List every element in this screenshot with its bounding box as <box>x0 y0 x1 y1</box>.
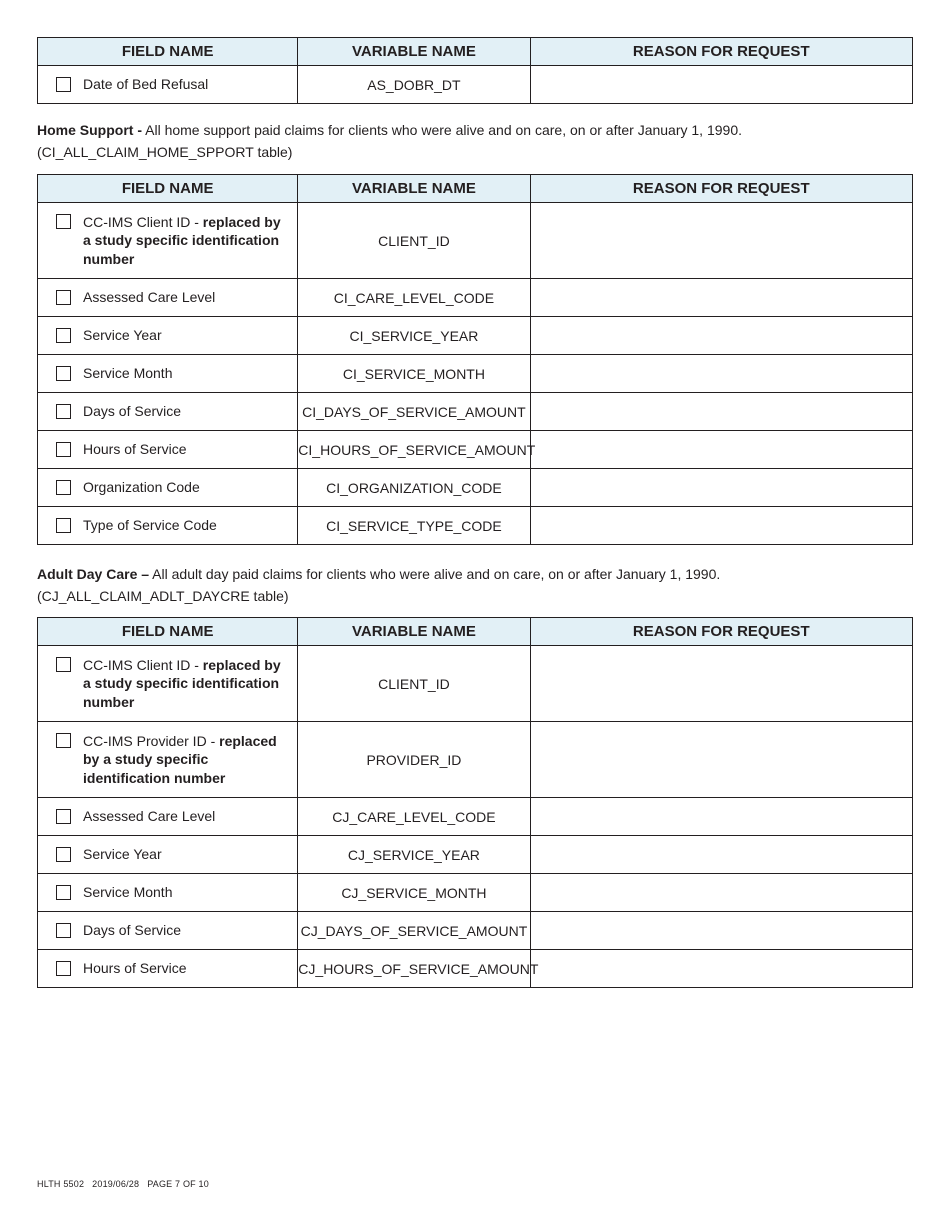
field-label: Organization Code <box>83 479 200 496</box>
variable-name: PROVIDER_ID <box>298 722 530 798</box>
reason-input[interactable] <box>530 469 912 507</box>
select-checkbox[interactable] <box>56 657 71 672</box>
field-label: Assessed Care Level <box>83 808 216 825</box>
reason-input[interactable] <box>530 646 912 722</box>
variable-name: CJ_SERVICE_MONTH <box>298 874 530 912</box>
table-row <box>38 874 913 912</box>
variable-name: CI_SERVICE_YEAR <box>298 317 530 355</box>
variable-name: CI_DAYS_OF_SERVICE_AMOUNT <box>298 393 530 431</box>
table-row <box>38 66 913 104</box>
section-desc: All adult day paid claims for clients who were alive and on care, on or after January 1, 1990. <box>152 566 721 582</box>
select-checkbox[interactable] <box>56 214 71 229</box>
home-support-description <box>37 119 913 163</box>
table-row <box>38 836 913 874</box>
field-name-header: FIELD NAME <box>38 38 298 66</box>
variable-name: CJ_DAYS_OF_SERVICE_AMOUNT <box>298 912 530 950</box>
field-label: Assessed Care Level <box>83 289 216 306</box>
home-support-table <box>37 174 913 545</box>
page-footer <box>37 1179 217 1189</box>
select-checkbox[interactable] <box>56 290 71 305</box>
select-checkbox[interactable] <box>56 77 71 92</box>
table-row <box>38 393 913 431</box>
reason-input[interactable] <box>530 912 912 950</box>
section-title: Home Support - <box>37 122 142 138</box>
bed-refusal-table <box>37 37 913 104</box>
field-label: Hours of Service <box>83 441 187 458</box>
reason-input[interactable] <box>530 874 912 912</box>
field-label: CC-IMS Client ID - <box>83 656 203 673</box>
field-label: Days of Service <box>83 922 182 939</box>
table-row <box>38 722 913 798</box>
reason-input[interactable] <box>530 317 912 355</box>
field-label: Service Year <box>83 327 162 344</box>
reason-input[interactable] <box>530 279 912 317</box>
select-checkbox[interactable] <box>56 328 71 343</box>
variable-name: CJ_SERVICE_YEAR <box>298 836 530 874</box>
field-label: Hours of Service <box>83 960 187 977</box>
variable-name-header: VARIABLE NAME <box>298 38 530 66</box>
reason-input[interactable] <box>530 950 912 988</box>
reason-input[interactable] <box>530 355 912 393</box>
reason-header: REASON FOR REQUEST <box>530 618 912 646</box>
adult-day-care-description <box>37 563 913 607</box>
table-row <box>38 279 913 317</box>
variable-name: CJ_HOURS_OF_SERVICE_AMOUNT <box>298 950 530 988</box>
table-row <box>38 507 913 545</box>
field-name-header: FIELD NAME <box>38 618 298 646</box>
table-row <box>38 469 913 507</box>
table-row <box>38 317 913 355</box>
reason-input[interactable] <box>530 431 912 469</box>
reason-input[interactable] <box>530 507 912 545</box>
select-checkbox[interactable] <box>56 847 71 862</box>
table-row <box>38 203 913 279</box>
section-title: Adult Day Care – <box>37 566 150 582</box>
select-checkbox[interactable] <box>56 733 71 748</box>
select-checkbox[interactable] <box>56 518 71 533</box>
table-row <box>38 646 913 722</box>
table-row <box>38 912 913 950</box>
field-label: Service Month <box>83 884 173 901</box>
table-row <box>38 355 913 393</box>
variable-name: CI_SERVICE_MONTH <box>298 355 530 393</box>
variable-name: CLIENT_ID <box>298 203 530 279</box>
select-checkbox[interactable] <box>56 809 71 824</box>
table-header-row <box>38 618 913 646</box>
select-checkbox[interactable] <box>56 480 71 495</box>
field-label-bold: replaced by a study specific identification number <box>83 213 281 267</box>
select-checkbox[interactable] <box>56 961 71 976</box>
select-checkbox[interactable] <box>56 404 71 419</box>
select-checkbox[interactable] <box>56 442 71 457</box>
section-desc: All home support paid claims for clients who were alive and on care, on or after January 1, 1990. <box>145 122 742 138</box>
field-label: Service Year <box>83 846 162 863</box>
reason-input[interactable] <box>530 836 912 874</box>
variable-name: CLIENT_ID <box>298 646 530 722</box>
page-number: PAGE 7 OF 10 <box>147 1179 209 1189</box>
variable-name: CI_ORGANIZATION_CODE <box>298 469 530 507</box>
reason-input[interactable] <box>530 203 912 279</box>
field-label: Date of Bed Refusal <box>83 76 209 93</box>
variable-name-header: VARIABLE NAME <box>298 618 530 646</box>
field-label: Type of Service Code <box>83 517 217 534</box>
form-number: HLTH 5502 <box>37 1179 85 1189</box>
reason-input[interactable] <box>530 66 912 104</box>
adult-day-care-table <box>37 617 913 988</box>
field-name-header: FIELD NAME <box>38 175 298 203</box>
table-name: (CI_ALL_CLAIM_HOME_SPPORT table) <box>37 144 293 160</box>
field-label: CC-IMS Client ID - <box>83 213 203 230</box>
reason-input[interactable] <box>530 722 912 798</box>
reason-header: REASON FOR REQUEST <box>530 38 912 66</box>
field-label-bold: replaced by a study specific identification number <box>83 732 277 786</box>
field-label: Service Month <box>83 365 173 382</box>
variable-name: AS_DOBR_DT <box>298 66 530 104</box>
field-label: CC-IMS Provider ID - <box>83 732 220 749</box>
field-label: Days of Service <box>83 403 182 420</box>
form-date: 2019/06/28 <box>92 1179 140 1189</box>
table-name: (CJ_ALL_CLAIM_ADLT_DAYCRE table) <box>37 588 289 604</box>
variable-name-header: VARIABLE NAME <box>298 175 530 203</box>
reason-header: REASON FOR REQUEST <box>530 175 912 203</box>
select-checkbox[interactable] <box>56 366 71 381</box>
table-row <box>38 798 913 836</box>
table-header-row <box>38 38 913 66</box>
variable-name: CI_SERVICE_TYPE_CODE <box>298 507 530 545</box>
variable-name: CI_CARE_LEVEL_CODE <box>298 279 530 317</box>
table-row <box>38 950 913 988</box>
variable-name: CI_HOURS_OF_SERVICE_AMOUNT <box>298 431 530 469</box>
table-header-row <box>38 175 913 203</box>
select-checkbox[interactable] <box>56 923 71 938</box>
variable-name: CJ_CARE_LEVEL_CODE <box>298 798 530 836</box>
reason-input[interactable] <box>530 393 912 431</box>
field-label-bold: replaced by a study specific identification number <box>83 656 281 710</box>
table-row <box>38 431 913 469</box>
select-checkbox[interactable] <box>56 885 71 900</box>
reason-input[interactable] <box>530 798 912 836</box>
